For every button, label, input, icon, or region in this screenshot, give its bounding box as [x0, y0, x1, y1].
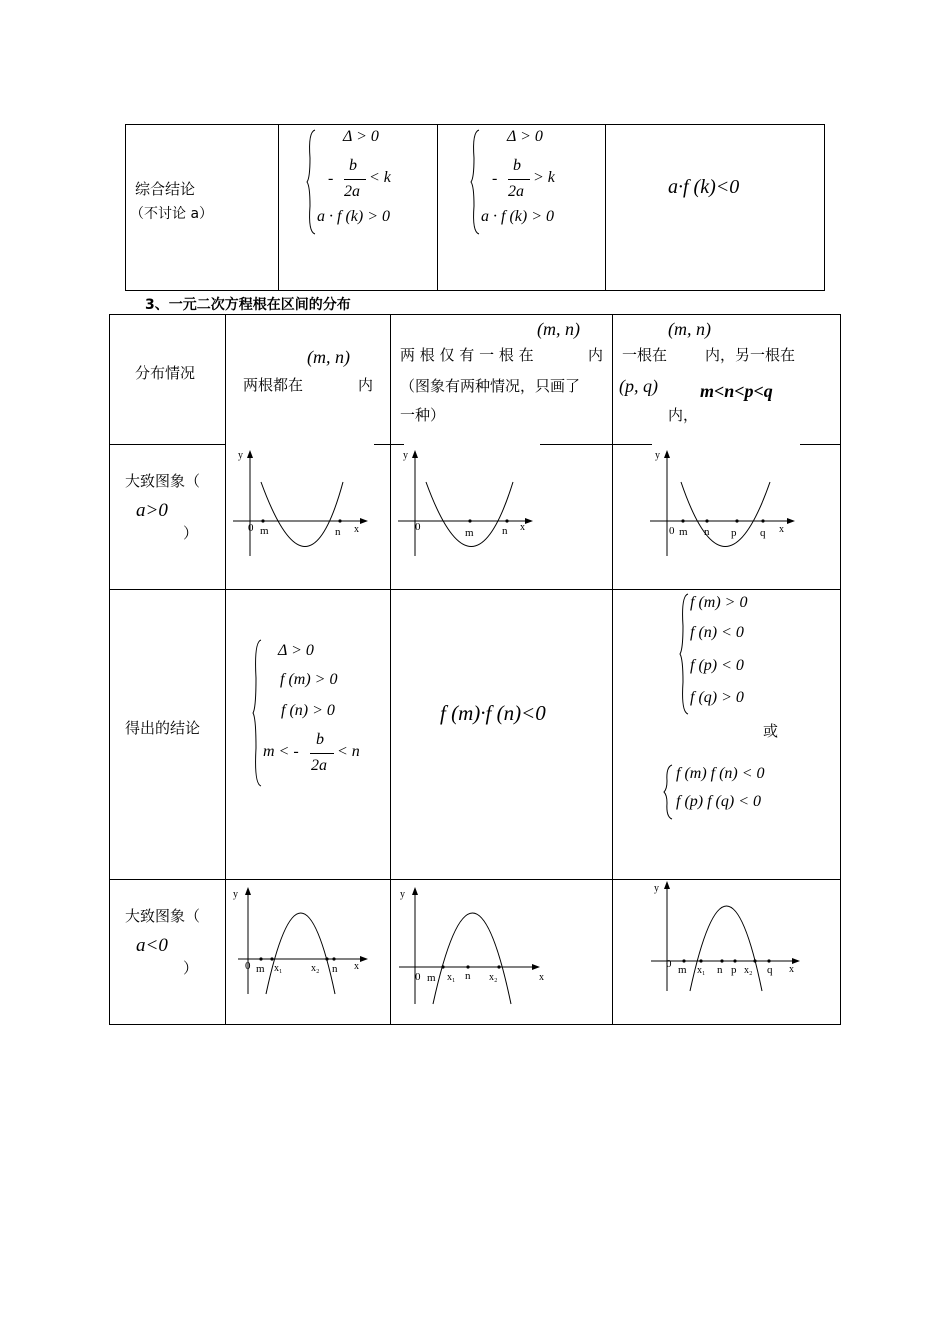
- point-label: m: [465, 527, 474, 539]
- product-condition: a·f (k)<0: [668, 176, 740, 198]
- divider: [540, 444, 652, 445]
- axis-condition: < k: [369, 169, 391, 186]
- fn-condition: f (n) > 0: [281, 702, 335, 719]
- axis-condition: m < -: [263, 743, 299, 760]
- divider: [800, 444, 841, 445]
- point-label: q: [760, 527, 766, 539]
- note-text: 一种）: [400, 406, 446, 424]
- fraction-bar: [310, 753, 334, 754]
- point-label: q: [767, 964, 773, 976]
- fm-condition: f (m) > 0: [280, 671, 338, 688]
- row-label-graph: 大致图象（: [125, 907, 201, 925]
- y-axis-label: y: [654, 883, 659, 894]
- a-positive: a>0: [136, 500, 168, 521]
- divider: [605, 124, 606, 291]
- brace: [662, 763, 676, 821]
- point-label: x₂: [311, 963, 320, 974]
- origin-label: 0: [666, 958, 672, 970]
- origin-label: 0: [248, 522, 254, 534]
- minus-sign: -: [328, 170, 334, 187]
- graph-upward-one-root: [393, 446, 553, 586]
- point-label: m: [678, 964, 687, 976]
- y-axis-label: y: [655, 450, 660, 461]
- point-label: x₂: [489, 972, 498, 983]
- interval-pq: (p, q): [619, 376, 658, 396]
- delta-condition: Δ > 0: [343, 128, 379, 145]
- graph-downward-two-intervals: [645, 876, 810, 1016]
- order-condition: m<n<p<q: [700, 381, 773, 401]
- or-text: 或: [763, 722, 779, 740]
- axis-condition: > k: [533, 169, 555, 186]
- point-label: n: [704, 526, 710, 538]
- origin-label: 0: [415, 521, 421, 533]
- origin-label: 0: [415, 971, 421, 983]
- graph-downward-one-root: [393, 882, 553, 1022]
- graph-upward-two-intervals: [645, 446, 805, 586]
- section-title: 3、一元二次方程根在区间的分布: [145, 297, 351, 313]
- both-roots-text: 两根都在: [243, 376, 304, 394]
- one-root-text: 两 根 仅 有 一 根 在: [400, 346, 534, 364]
- fraction-bar: [508, 179, 530, 180]
- inside-text: 内: [358, 376, 374, 394]
- y-axis-label: y: [238, 450, 243, 461]
- row-label-distribution: 分布情况: [135, 364, 196, 382]
- divider: [390, 314, 391, 1025]
- product-condition: f (m)·f (n)<0: [440, 701, 546, 725]
- point-label: m: [679, 526, 688, 538]
- paren-close: ）: [183, 959, 199, 977]
- fraction-numerator: b: [513, 157, 521, 174]
- point-label: n: [335, 526, 341, 538]
- delta-condition: Δ > 0: [507, 128, 543, 145]
- paren-close: ）: [183, 524, 199, 542]
- point-label: x₂: [744, 965, 753, 976]
- divider: [109, 444, 225, 445]
- conclusion-label: 综合结论: [135, 180, 196, 198]
- product-pq-condition: f (p) f (q) < 0: [676, 793, 761, 810]
- a-negative: a<0: [136, 935, 168, 956]
- divider: [225, 314, 226, 1025]
- x-axis-label: x: [520, 522, 525, 533]
- inside-text: 内，: [668, 406, 699, 424]
- fq-condition: f (q) > 0: [690, 689, 744, 706]
- point-label: x₁: [274, 963, 283, 974]
- inside-text: 内: [588, 346, 604, 364]
- graph-downward-both-roots: [228, 882, 388, 1022]
- fraction-numerator: b: [316, 731, 324, 748]
- note-text: （图象有两种情况，只画了: [400, 377, 581, 395]
- fraction-denominator: 2a: [344, 183, 360, 200]
- row-label-graph: 大致图象（: [125, 472, 201, 490]
- point-label: m: [260, 525, 269, 537]
- minus-sign: -: [492, 170, 498, 187]
- point-label: m: [427, 972, 436, 984]
- x-axis-label: x: [354, 524, 359, 535]
- fm-condition: f (m) > 0: [690, 594, 748, 611]
- divider: [374, 444, 404, 445]
- divider: [278, 124, 279, 291]
- brace: [251, 638, 265, 788]
- origin-label: 0: [245, 960, 251, 972]
- point-label: n: [502, 525, 508, 537]
- point-label: n: [717, 964, 723, 976]
- x-axis-label: x: [539, 972, 544, 983]
- point-label: n: [332, 963, 338, 975]
- interval-mn: (m, n): [668, 319, 711, 339]
- fraction-denominator: 2a: [311, 757, 327, 774]
- point-label: p: [731, 964, 737, 976]
- divider: [109, 589, 841, 590]
- point-label: x₁: [447, 972, 456, 983]
- conclusion-note: （不讨论 a）: [130, 206, 214, 222]
- point-label: x₁: [697, 965, 706, 976]
- sign-condition: a · f (k) > 0: [317, 208, 390, 225]
- fraction-numerator: b: [349, 157, 357, 174]
- divider: [612, 314, 613, 1025]
- y-axis-label: y: [400, 889, 405, 900]
- graph-upward-both-roots: [228, 446, 388, 586]
- other-root-text: 内，另一根在: [705, 346, 796, 364]
- interval-mn: (m, n): [537, 319, 580, 339]
- one-root-text: 一根在: [622, 346, 668, 364]
- axis-condition: < n: [337, 743, 360, 760]
- point-label: p: [731, 527, 737, 539]
- point-label: m: [256, 963, 265, 975]
- fn-condition: f (n) < 0: [690, 624, 744, 641]
- origin-label: 0: [669, 525, 675, 537]
- x-axis-label: x: [779, 524, 784, 535]
- y-axis-label: y: [233, 889, 238, 900]
- divider: [437, 124, 438, 291]
- fraction-denominator: 2a: [508, 183, 524, 200]
- x-axis-label: x: [789, 964, 794, 975]
- row-label-conclusion: 得出的结论: [125, 719, 201, 737]
- delta-condition: Δ > 0: [278, 642, 314, 659]
- fraction-bar: [344, 179, 366, 180]
- y-axis-label: y: [403, 450, 408, 461]
- interval-mn: (m, n): [307, 347, 350, 367]
- x-axis-label: x: [354, 961, 359, 972]
- product-mn-condition: f (m) f (n) < 0: [676, 765, 765, 782]
- point-label: n: [465, 970, 471, 982]
- sign-condition: a · f (k) > 0: [481, 208, 554, 225]
- fp-condition: f (p) < 0: [690, 657, 744, 674]
